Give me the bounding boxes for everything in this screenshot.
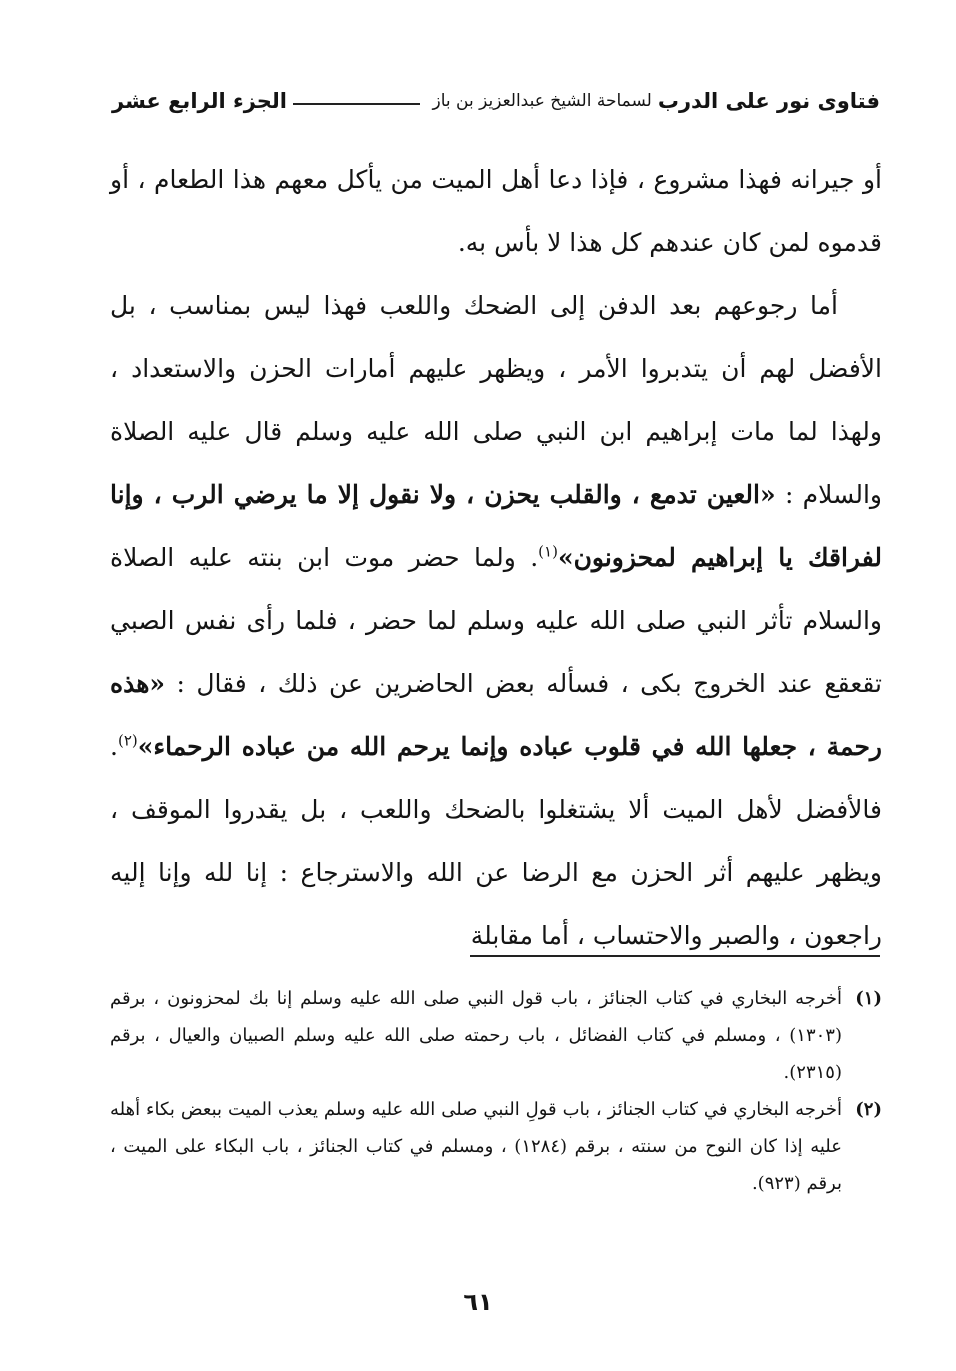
volume-part: الجزء الرابع عشر — [112, 89, 287, 113]
author-credit: لسماحة الشيخ عبدالعزيز بن باز — [432, 91, 652, 111]
hadith-quote-1: «العين تدمع ، والقلب يحزن ، ولا نقول إلا ما يرضي الرب ، وإنا لفراقك يا إبراهيم لمحزونون» — [110, 480, 882, 572]
footnote-separator — [470, 955, 880, 957]
footnotes — [110, 980, 882, 1202]
footnote-2 — [110, 1091, 882, 1202]
paragraph-2 — [110, 274, 882, 967]
running-header — [112, 84, 880, 118]
paragraph-2-part-1: أما رجوعهم بعد الدفن إلى الضحك واللعب فهذا ليس بمناسب ، بل الأفضل لهم أن يتدبروا الأمر ، ويظهر عليهم أمارات الحزن والاستعداد ، ولهذا لما مات إبراهيم ابن النبي صلى الله عليه وسلم قال عليه الصلاة والسلام : — [110, 291, 883, 509]
book-title: فتاوى نور على الدرب — [657, 89, 880, 113]
main-text — [110, 148, 882, 967]
paragraph-2-part-2: . ولما حضر موت ابن بنته عليه الصلاة والسلام تأثر النبي صلى الله عليه وسلم لما حضر ، فلما رأى نفس الصبي تقعقع عند الخروج بكى ، فسأله بعض الحاضرين عن ذلك ، فقال : — [110, 543, 882, 698]
footnote-ref-1[interactable]: (١) — [538, 542, 558, 561]
footnote-ref-2[interactable]: (٢) — [117, 731, 138, 750]
header-rule — [293, 103, 420, 105]
page-number: ٦١ — [463, 1288, 493, 1316]
footnote-text: أخرجه البخاري في كتاب الجنائز ، باب قولِ النبي صلى الله عليه وسلم يعذب الميت ببعض بكاء أهله عليه إذا كان النوح من سنته ، برقم (١٢٨٤) ، ومسلم في كتاب الجنائز ، باب البكاء على الميت ، برقم (٩٢٣). — [110, 1099, 842, 1194]
footnote-1 — [110, 980, 882, 1091]
footnote-number: (٢) — [855, 1099, 882, 1120]
paragraph-2-part-3: . فالأفضل لأهل الميت ألا يشتغلوا بالضحك واللعب ، بل يقدروا الموقف ، ويظهر عليهم أثر الحزن مع الرضا عن الله والاسترجاع : إنا لله وإنا إليه راجعون ، والصبر والاحتساب ، أما مقابلة — [110, 732, 882, 950]
paragraph-1: أو جيرانه فهذا مشروع ، فإذا دعا أهل الميت من يأكل معهم هذا الطعام ، أو قدموه لمن كان عندهم كل هذا لا بأس به. — [110, 165, 882, 257]
footnote-text: أخرجه البخاري في كتاب الجنائز ، باب قول النبي صلى الله عليه وسلم إنا بك لمحزونون ، برقم (١٣٠٣) ، ومسلم في كتاب الفضائل ، باب رحمته صلى الله عليه وسلم الصبيان والعيال ، برقم (٢٣١٥). — [110, 988, 842, 1083]
footnote-number: (١) — [855, 988, 882, 1009]
hadith-quote-2: «هذه رحمة ، جعلها الله في قلوب عباده وإنما يرحم الله من عباده الرحماء» — [110, 669, 882, 761]
